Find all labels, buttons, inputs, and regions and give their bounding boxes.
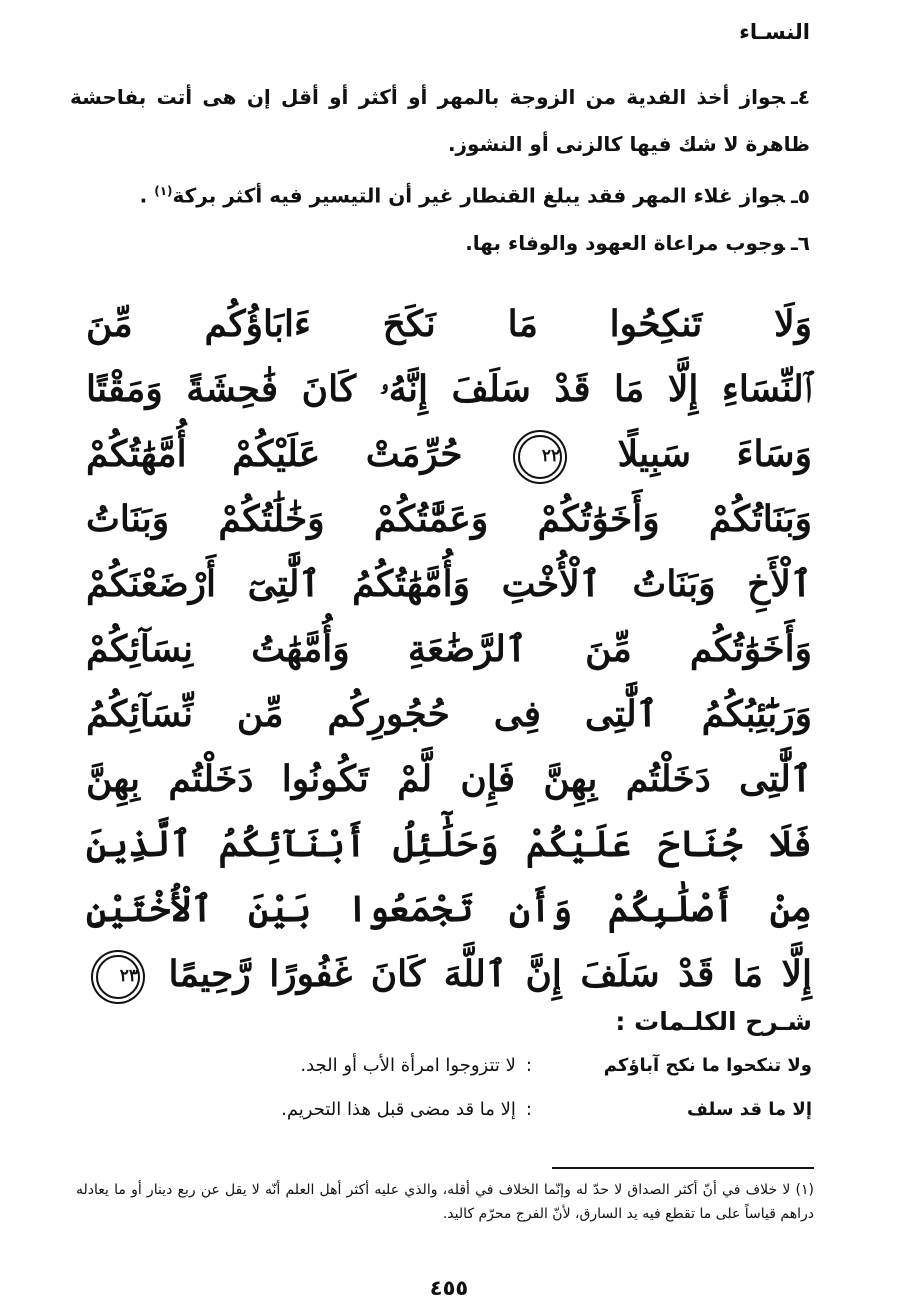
glossary-entry [86,1044,812,1088]
lesson-number: ٥ـ [790,183,810,208]
lesson-item [70,220,810,267]
ayah-marker-23: ٢٣ [96,955,140,999]
glossary-entry [86,1088,812,1132]
quran-verses [86,292,812,1007]
lesson-number: ٤ـ [790,85,810,109]
verse-line: وَرَبَٰٓئِبُكُمُ ٱلَّٰتِى فِى حُجُورِكُم مِّن نِّسَآئِكُمُ [86,693,812,735]
ayah-marker-22: ٢٢ [518,435,562,479]
verse-text: وَسَاءَ سَبِيلًا [617,433,812,475]
footnote-text: لا خلاف في أنّ أكثر الصداق لا حدّ له وإنّما الخلاف في أقله، والذي عليه أكثر أهل العلم أنّه لا يقل عن ربع دينار أو ما يعادله دراهم قياساً على ما تقطع فيه يد السارق، لأنّ الفرج محرّم كاليد. [76,1182,814,1222]
running-head: النسـاء [739,20,810,44]
verse-line: وَلَا تَنكِحُوا مَا نَكَحَ ءَابَاؤُكُم مِّنَ [86,303,812,345]
page-number: ٤٥٥ [429,1276,469,1300]
lesson-text: جواز غلاء المهر فقد يبلغ القنطار غير أن التيسير فيه أكثر بركة [172,183,785,208]
verse-line: ٱلَّٰتِى دَخَلْتُم بِهِنَّ فَإِن لَّمْ تَكُونُوا دَخَلْتُم بِهِنَّ [86,758,812,800]
verse-line [86,942,812,1007]
footnote-marker: (١) [795,1182,814,1198]
lesson-item: ٥ـجواز غلاء المهر فقد يبلغ القنطار غير أن التيسير فيه أكثر بركة$^{(١)}$ . [139,183,810,208]
lesson-text: وجوب مراعاة العهود والوفاء بها. [465,230,785,255]
verse-line: ٱلْأَخِ وَبَنَاتُ ٱلْأُخْتِ وَأُمَّهَٰتُكُمُ ٱلَّٰتِىٓ أَرْضَعْنَكُمْ [86,563,812,605]
glossary-title: شـرح الكلـمات : [615,1007,812,1036]
glossary-meaning: إلا ما قد مضى قبل هذا التحريم. [281,1099,516,1120]
lesson-text: جواز أخذ الفدية من الزوجة بالمهر أو أكثر أو أقل إن هى أتت بفاحشة ظاهرة لا شك فيها كالزنى أو النشوز. [70,85,810,156]
verse-line: مِنْ أَصْلَٰبِكُمْ وَأَن تَجْمَعُوا بَيْنَ ٱلْأُخْتَيْنِ [86,888,812,930]
lesson-number: ٦ـ [790,230,810,255]
footnotes [76,1178,814,1226]
glossary [86,1000,812,1132]
verse-line [86,422,812,487]
verse-line: وَأَخَوَٰتُكُم مِّنَ ٱلرَّضَٰعَةِ وَأُمَّهَٰتُ نِسَآئِكُمْ [86,628,812,670]
glossary-term: ولا تنكحوا ما نكح آباؤكم [603,1055,812,1076]
footnote-divider [552,1167,814,1169]
verse-line: فَلَا جُنَاحَ عَلَيْكُمْ وَحَلَٰٓئِلُ أَبْنَآئِكُمُ ٱلَّذِينَ [86,823,812,865]
lessons-list [70,74,810,267]
lesson-item [70,74,810,168]
verse-line: ٱلنِّسَاءِ إِلَّا مَا قَدْ سَلَفَ إِنَّهُۥ كَانَ فَٰحِشَةً وَمَقْتًا [86,368,812,410]
glossary-separator: : [525,1055,532,1076]
verse-text: إِلَّا مَا قَدْ سَلَفَ إِنَّ ٱللَّهَ كَانَ غَفُورًا رَّحِيمًا [168,953,812,995]
glossary-term: إلا ما قد سلف [687,1099,812,1120]
glossary-separator: : [525,1099,532,1120]
glossary-meaning: لا تتزوجوا امرأة الأب أو الجد. [300,1055,516,1076]
footnote-marker[interactable]: (١) [154,184,173,198]
verse-line: وَبَنَاتُكُمْ وَأَخَوَٰتُكُمْ وَعَمَّٰتُكُمْ وَخَٰلَٰتُكُمْ وَبَنَاتُ [86,498,812,540]
verse-text: حُرِّمَتْ عَلَيْكُمْ أُمَّهَٰتُكُمْ [86,433,463,475]
